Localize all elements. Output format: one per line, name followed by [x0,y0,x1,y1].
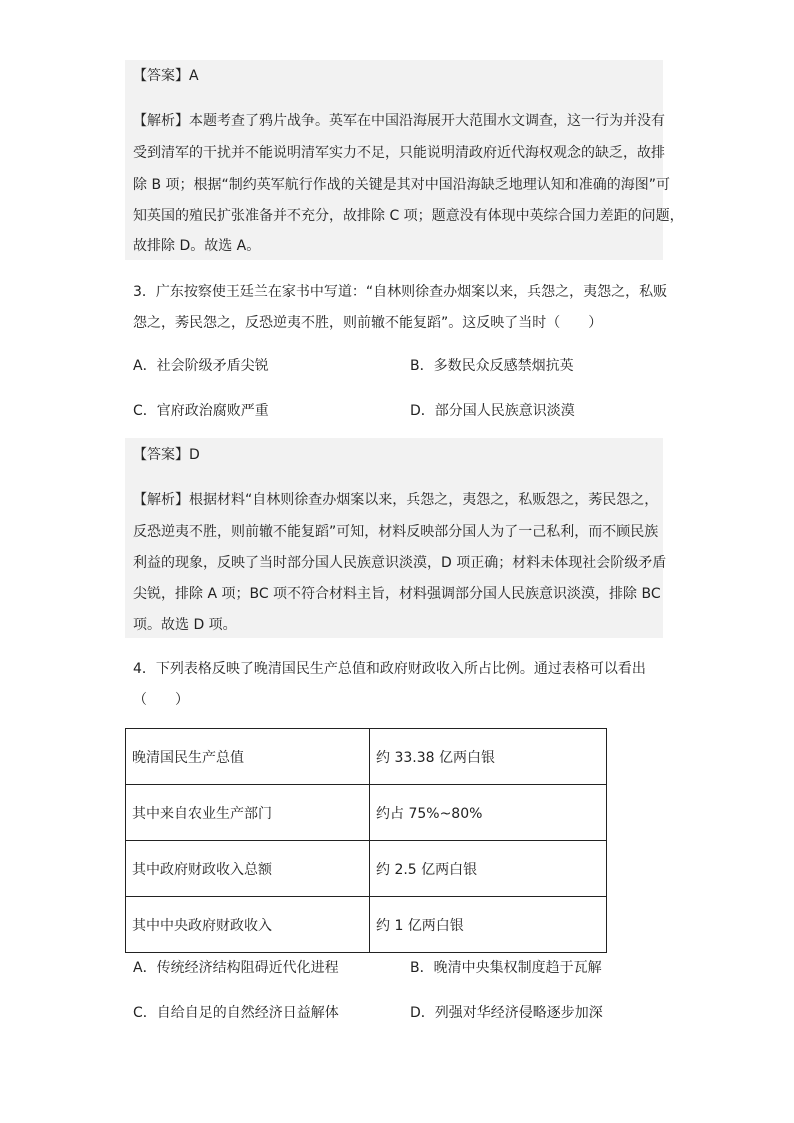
question-4-stem-line-1: 4．下列表格反映了晚清国民生产总值和政府财政收入所占比例。通过表格可以看出 [133,661,646,677]
analysis-1-line-5: 故排除 D。故选 A。 [133,238,261,254]
analysis-2-line-3: 利益的现象，反映了当时部分国人民族意识淡漠，D 项正确；材料未体现社会阶级矛盾 [133,555,667,571]
question-4-stem-line-2: （ ） [133,692,189,708]
question-4-option-a[interactable]: A．传统经济结构阻碍近代化进程 [133,960,339,976]
answer-label-1: 【答案】A [133,68,199,84]
question-4-option-c[interactable]: C．自给自足的自然经济日益解体 [133,1005,339,1021]
table-row [126,897,607,953]
table-row [126,841,607,897]
question-4-option-b[interactable]: B．晚清中央集权制度趋于瓦解 [410,960,602,976]
question-3-option-d[interactable]: D．部分国人民族意识淡漠 [410,403,575,419]
analysis-1-line-3: 除 B 项；根据“制约英军航行作战的关键是其对中国沿海缺乏地理认知和准确的海图”可 [133,177,671,193]
question-3-option-a[interactable]: A．社会阶级矛盾尖锐 [133,358,269,374]
table-row [126,785,607,841]
table-cell: 其中来自农业生产部门 [126,785,370,841]
analysis-2-line-4: 尖锐，排除 A 项；BC 项不符合材料主旨，材料强调部分国人民族意识淡漠，排除 BC [133,586,661,602]
table-cell: 约占 75%~80% [370,785,607,841]
question-3-option-c[interactable]: C．官府政治腐败严重 [133,403,269,419]
table-cell: 其中中央政府财政收入 [126,897,370,953]
analysis-2-line-5: 项。故选 D 项。 [133,617,237,633]
analysis-1-line-4: 知英国的殖民扩张准备并不充分，故排除 C 项；题意没有体现中英综合国力差距的问题， [133,208,684,224]
analysis-2-line-1: 【解析】根据材料“自林则徐查办烟案以来，兵怨之，夷怨之，私贩怨之，莠民怨之， [133,492,659,508]
analysis-1-line-2: 受到清军的干扰并不能说明清军实力不足，只能说明清政府近代海权观念的缺乏，故排 [133,145,665,161]
table-cell: 其中政府财政收入总额 [126,841,370,897]
table-cell: 晚清国民生产总值 [126,729,370,785]
table-cell: 约 1 亿两白银 [370,897,607,953]
table-cell: 约 33.38 亿两白银 [370,729,607,785]
analysis-1-line-1: 【解析】本题考查了鸦片战争。英军在中国沿海展开大范围水文调查，这一行为并没有 [133,113,665,129]
answer-label-2: 【答案】D [133,447,200,463]
question-3-stem-line-2: 怨之，莠民怨之，反恐逆夷不胜，则前辙不能复蹈”。这反映了当时（ ） [133,315,603,331]
gdp-revenue-table [125,728,607,953]
question-3-option-b[interactable]: B．多数民众反感禁烟抗英 [410,358,574,374]
question-4-option-d[interactable]: D．列强对华经济侵略逐步加深 [410,1005,603,1021]
analysis-2-line-2: 反恐逆夷不胜，则前辙不能复蹈”可知，材料反映部分国人为了一己私利，而不顾民族 [133,524,659,540]
question-3-stem-line-1: 3．广东按察使王廷兰在家书中写道：“自林则徐查办烟案以来，兵怨之，夷怨之，私贩 [133,284,668,300]
table-cell: 约 2.5 亿两白银 [370,841,607,897]
table-row [126,729,607,785]
